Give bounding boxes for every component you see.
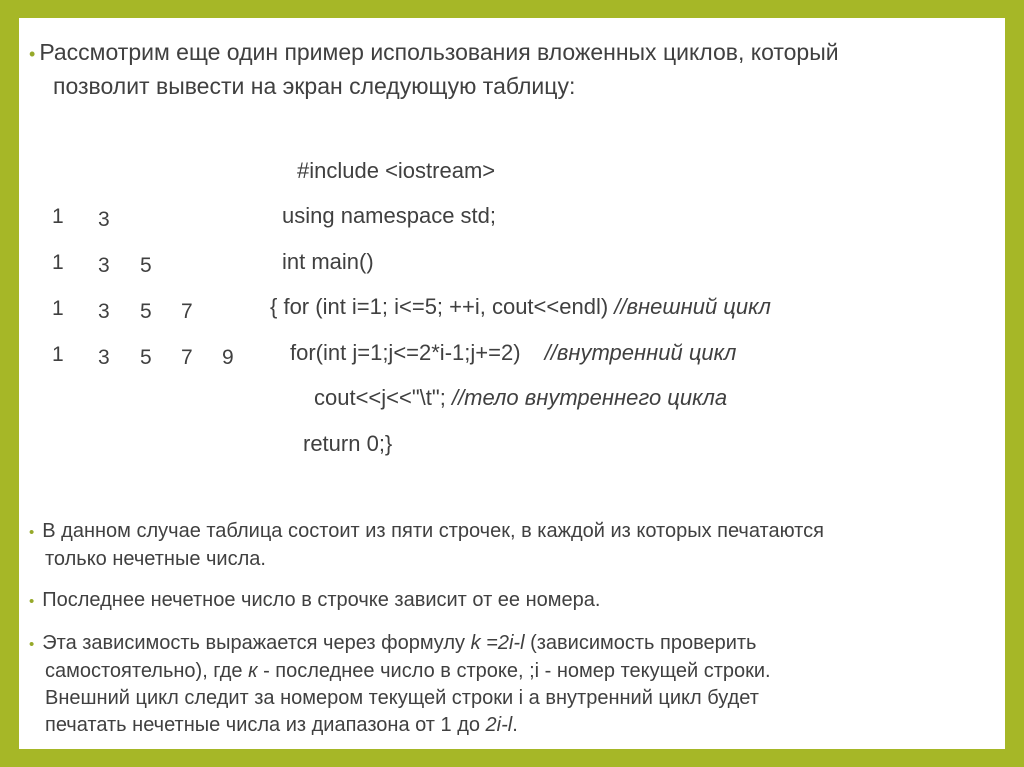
code-inner-comment: //внутренний цикл [544,340,737,365]
table-cell: 1 [52,251,64,274]
table-cell: 9 [222,346,234,369]
code-body-comment: //тело внутреннего цикла [451,385,728,410]
code-include: #include <iostream> [297,158,496,183]
bullet-dot-icon: • [29,593,35,610]
note-3-text: Эта зависимость выражается через формулу [42,632,471,654]
table-cell: 3 [98,346,110,369]
code-body-text: cout<<j<<"\t"; [314,385,446,410]
table-cell: 1 [52,297,64,320]
code-using: using namespace std; [282,203,497,228]
note-1 [29,518,824,573]
note-2-line-1: Последнее нечетное число в строчке зависит от ее номера. [42,589,601,611]
code-return: return 0;} [303,431,393,456]
table-cell: 5 [140,300,152,323]
slide [19,18,1005,749]
intro-line-1: Рассмотрим еще один пример использования вложенных циклов, который [39,39,839,65]
table-cell: 3 [98,300,110,323]
table-cell: 1 [52,343,64,366]
note-1-line-2: только нечетные числа. [45,548,266,570]
code-outer-comment: //внешний цикл [614,294,771,319]
bullet-dot-icon: • [29,44,36,64]
bullet-dot-icon: • [29,636,35,653]
intro-line-2: позволит вывести на экран следующую таблицу: [53,73,576,99]
table-cell: 7 [181,300,193,323]
note-3 [29,630,771,739]
table-cell: 5 [140,254,152,277]
note-3-text: самостоятельно), где [45,660,249,682]
intro-paragraph [29,36,839,102]
table-cell: 5 [140,346,152,369]
formula-range: 2i-l [485,714,513,736]
note-3-text: печатать нечетные числа из диапазона от 1 до [45,714,486,736]
code-outer-loop [270,292,771,322]
note-3-text: . [512,714,518,736]
code-inner-text: for(int j=1;j<=2*i-1;j+=2) [290,340,521,365]
table-cell: 1 [52,205,64,228]
note-3-text: (зависимость проверить [524,632,757,654]
note-2 [29,587,600,615]
note-1-line-1: В данном случае таблица состоит из пяти строчек, в каждой из которых печатаются [42,520,824,542]
note-3-text: - последнее число в строке, ;i - номер текущей строки. [257,660,771,682]
table-cell: 3 [98,208,110,231]
table-cell: 3 [98,254,110,277]
bullet-dot-icon: • [29,524,35,541]
code-inner-loop [290,338,736,368]
formula-k: k =2i-l [470,632,525,654]
code-body [314,383,727,413]
code-outer-text: { for (int i=1; i<=5; ++i, cout<<endl) [270,294,609,319]
variable-k: к [248,660,258,682]
code-main: int main() [282,249,374,274]
table-cell: 7 [181,346,193,369]
note-3-line-3: Внешний цикл следит за номером текущей строки i а внутренний цикл будет [45,687,759,709]
